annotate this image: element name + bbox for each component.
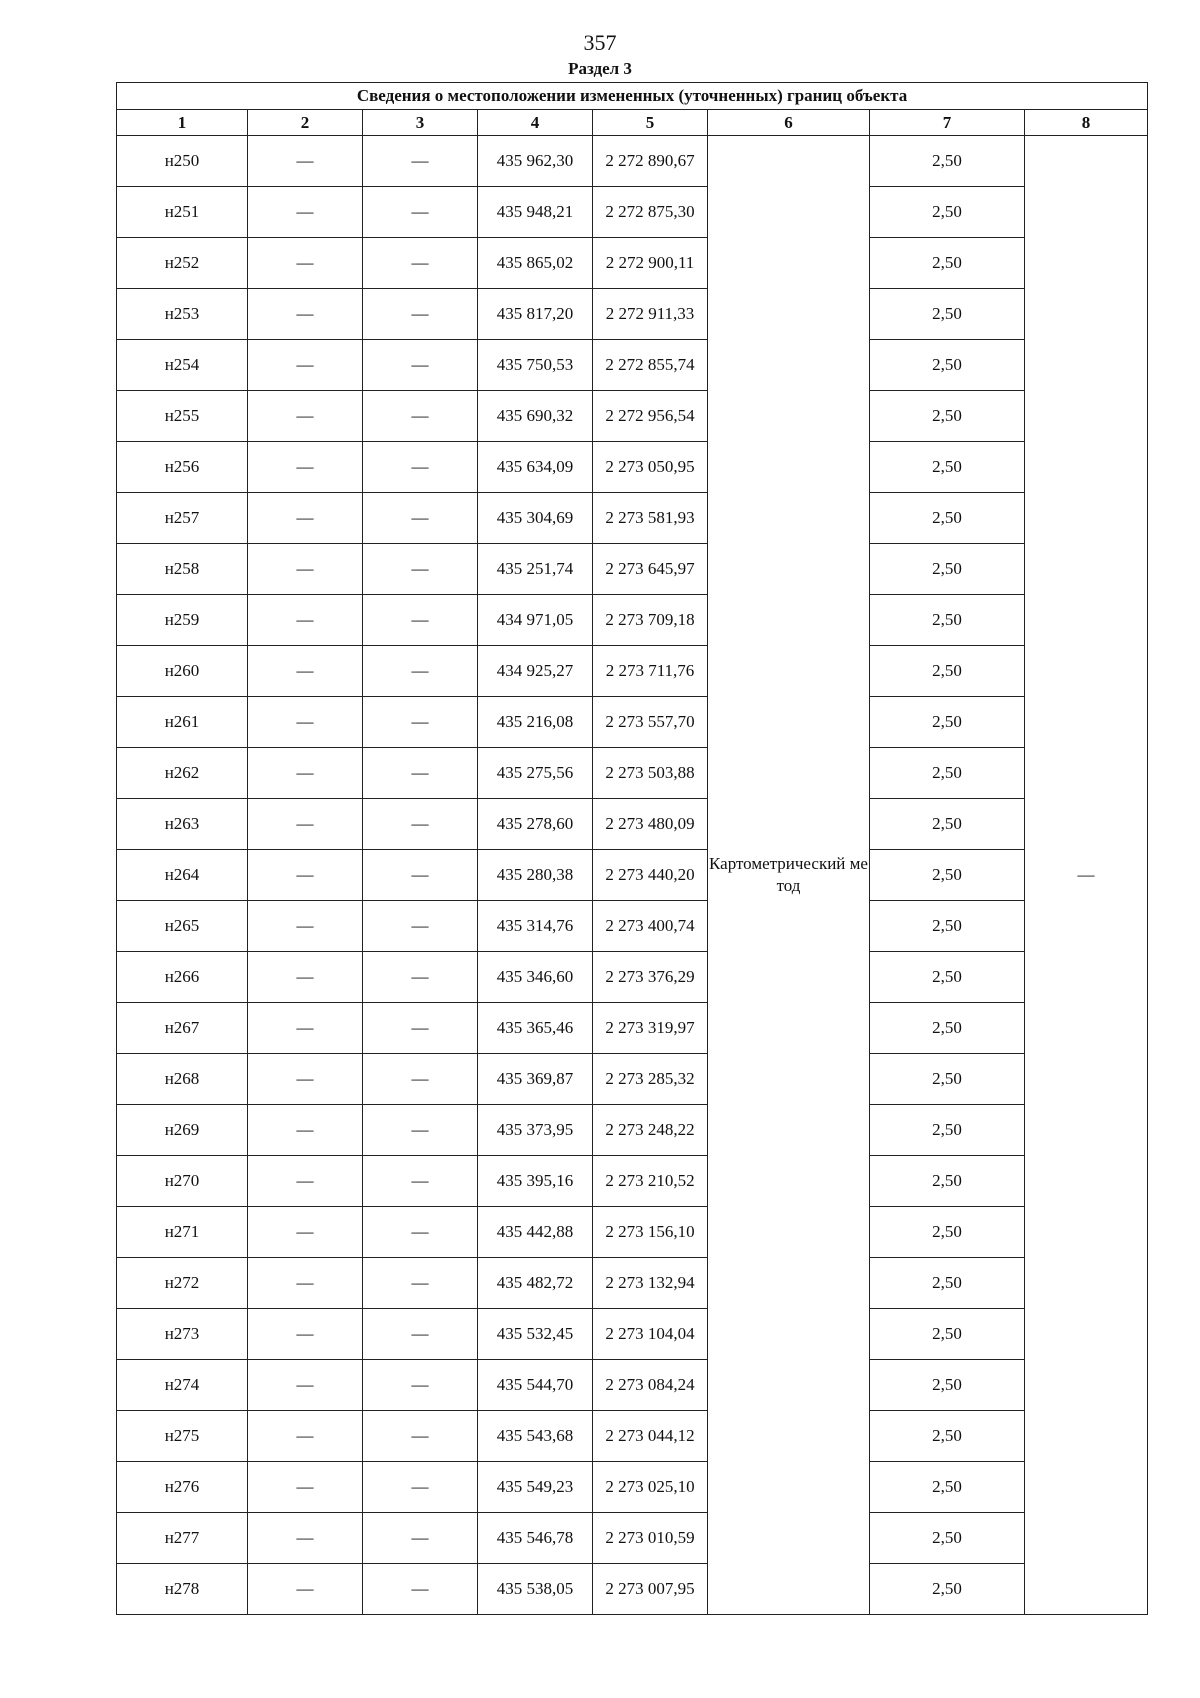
x-coordinate-cell: 435 962,30 <box>478 136 593 187</box>
y-coordinate-cell: 2 273 025,10 <box>593 1462 708 1513</box>
y-coordinate-cell: 2 272 855,74 <box>593 340 708 391</box>
accuracy-cell: 2,50 <box>870 493 1025 544</box>
column-2-cell: — <box>248 1411 363 1462</box>
y-coordinate-cell: 2 272 956,54 <box>593 391 708 442</box>
column-3-cell: — <box>363 1564 478 1615</box>
y-coordinate-cell: 2 272 900,11 <box>593 238 708 289</box>
y-coordinate-cell: 2 272 890,67 <box>593 136 708 187</box>
table-row <box>117 901 1148 952</box>
accuracy-cell: 2,50 <box>870 391 1025 442</box>
accuracy-cell: 2,50 <box>870 1360 1025 1411</box>
column-2-cell: — <box>248 646 363 697</box>
point-name-cell: н256 <box>117 442 248 493</box>
point-name-cell: н257 <box>117 493 248 544</box>
y-coordinate-cell: 2 273 503,88 <box>593 748 708 799</box>
column-3-cell: — <box>363 238 478 289</box>
x-coordinate-cell: 435 538,05 <box>478 1564 593 1615</box>
column-2-cell: — <box>248 1360 363 1411</box>
column-3-cell: — <box>363 1360 478 1411</box>
table-body <box>117 136 1148 1615</box>
column-3-cell: — <box>363 1513 478 1564</box>
x-coordinate-cell: 435 482,72 <box>478 1258 593 1309</box>
accuracy-cell: 2,50 <box>870 850 1025 901</box>
column-8-cell: — <box>1025 136 1148 1615</box>
y-coordinate-cell: 2 273 044,12 <box>593 1411 708 1462</box>
column-2-cell: — <box>248 136 363 187</box>
column-2-cell: — <box>248 1258 363 1309</box>
x-coordinate-cell: 435 948,21 <box>478 187 593 238</box>
point-name-cell: н254 <box>117 340 248 391</box>
accuracy-cell: 2,50 <box>870 1411 1025 1462</box>
x-coordinate-cell: 435 544,70 <box>478 1360 593 1411</box>
y-coordinate-cell: 2 273 645,97 <box>593 544 708 595</box>
point-name-cell: н259 <box>117 595 248 646</box>
x-coordinate-cell: 434 971,05 <box>478 595 593 646</box>
column-number: 8 <box>1025 110 1148 136</box>
y-coordinate-cell: 2 273 376,29 <box>593 952 708 1003</box>
accuracy-cell: 2,50 <box>870 697 1025 748</box>
y-coordinate-cell: 2 273 711,76 <box>593 646 708 697</box>
column-2-cell: — <box>248 901 363 952</box>
table-row <box>117 646 1148 697</box>
point-name-cell: н253 <box>117 289 248 340</box>
accuracy-cell: 2,50 <box>870 340 1025 391</box>
column-2-cell: — <box>248 391 363 442</box>
y-coordinate-cell: 2 273 248,22 <box>593 1105 708 1156</box>
method-cell: Картометрический метод <box>708 136 870 1615</box>
y-coordinate-cell: 2 273 480,09 <box>593 799 708 850</box>
y-coordinate-cell: 2 273 104,04 <box>593 1309 708 1360</box>
point-name-cell: н252 <box>117 238 248 289</box>
point-name-cell: н260 <box>117 646 248 697</box>
column-2-cell: — <box>248 1462 363 1513</box>
column-2-cell: — <box>248 238 363 289</box>
column-2-cell: — <box>248 748 363 799</box>
y-coordinate-cell: 2 273 210,52 <box>593 1156 708 1207</box>
x-coordinate-cell: 435 280,38 <box>478 850 593 901</box>
point-name-cell: н255 <box>117 391 248 442</box>
column-2-cell: — <box>248 1105 363 1156</box>
x-coordinate-cell: 435 251,74 <box>478 544 593 595</box>
table-row <box>117 697 1148 748</box>
point-name-cell: н265 <box>117 901 248 952</box>
x-coordinate-cell: 435 690,32 <box>478 391 593 442</box>
x-coordinate-cell: 435 750,53 <box>478 340 593 391</box>
column-3-cell: — <box>363 1054 478 1105</box>
y-coordinate-cell: 2 273 010,59 <box>593 1513 708 1564</box>
column-number: 2 <box>248 110 363 136</box>
column-number: 3 <box>363 110 478 136</box>
x-coordinate-cell: 435 634,09 <box>478 442 593 493</box>
point-name-cell: н261 <box>117 697 248 748</box>
accuracy-cell: 2,50 <box>870 187 1025 238</box>
x-coordinate-cell: 435 817,20 <box>478 289 593 340</box>
column-3-cell: — <box>363 952 478 1003</box>
accuracy-cell: 2,50 <box>870 646 1025 697</box>
x-coordinate-cell: 435 275,56 <box>478 748 593 799</box>
x-coordinate-cell: 435 346,60 <box>478 952 593 1003</box>
table-row <box>117 1411 1148 1462</box>
x-coordinate-cell: 435 216,08 <box>478 697 593 748</box>
y-coordinate-cell: 2 273 400,74 <box>593 901 708 952</box>
column-2-cell: — <box>248 493 363 544</box>
x-coordinate-cell: 435 373,95 <box>478 1105 593 1156</box>
caption-row <box>117 83 1148 110</box>
table-row <box>117 1054 1148 1105</box>
table-caption: Сведения о местоположении измененных (уточненных) границ объекта <box>117 83 1148 110</box>
y-coordinate-cell: 2 273 581,93 <box>593 493 708 544</box>
table-row <box>117 1258 1148 1309</box>
column-3-cell: — <box>363 1309 478 1360</box>
accuracy-cell: 2,50 <box>870 1054 1025 1105</box>
table-row <box>117 1156 1148 1207</box>
x-coordinate-cell: 435 865,02 <box>478 238 593 289</box>
column-2-cell: — <box>248 1156 363 1207</box>
column-3-cell: — <box>363 901 478 952</box>
x-coordinate-cell: 435 442,88 <box>478 1207 593 1258</box>
table-row <box>117 340 1148 391</box>
point-name-cell: н258 <box>117 544 248 595</box>
point-name-cell: н272 <box>117 1258 248 1309</box>
table-row <box>117 595 1148 646</box>
x-coordinate-cell: 435 549,23 <box>478 1462 593 1513</box>
table-row <box>117 187 1148 238</box>
point-name-cell: н275 <box>117 1411 248 1462</box>
column-3-cell: — <box>363 1207 478 1258</box>
column-number: 6 <box>708 110 870 136</box>
accuracy-cell: 2,50 <box>870 238 1025 289</box>
point-name-cell: н262 <box>117 748 248 799</box>
accuracy-cell: 2,50 <box>870 595 1025 646</box>
column-3-cell: — <box>363 1258 478 1309</box>
table-row <box>117 1003 1148 1054</box>
accuracy-cell: 2,50 <box>870 442 1025 493</box>
column-2-cell: — <box>248 799 363 850</box>
point-name-cell: н276 <box>117 1462 248 1513</box>
table-row <box>117 136 1148 187</box>
table-row <box>117 289 1148 340</box>
column-2-cell: — <box>248 442 363 493</box>
column-3-cell: — <box>363 748 478 799</box>
column-number-row <box>117 110 1148 136</box>
x-coordinate-cell: 435 365,46 <box>478 1003 593 1054</box>
column-3-cell: — <box>363 1411 478 1462</box>
y-coordinate-cell: 2 273 132,94 <box>593 1258 708 1309</box>
column-3-cell: — <box>363 1462 478 1513</box>
y-coordinate-cell: 2 272 911,33 <box>593 289 708 340</box>
accuracy-cell: 2,50 <box>870 289 1025 340</box>
column-3-cell: — <box>363 1105 478 1156</box>
column-3-cell: — <box>363 1156 478 1207</box>
column-2-cell: — <box>248 289 363 340</box>
column-number: 1 <box>117 110 248 136</box>
column-3-cell: — <box>363 697 478 748</box>
point-name-cell: н268 <box>117 1054 248 1105</box>
column-2-cell: — <box>248 544 363 595</box>
x-coordinate-cell: 435 369,87 <box>478 1054 593 1105</box>
column-2-cell: — <box>248 1309 363 1360</box>
accuracy-cell: 2,50 <box>870 1156 1025 1207</box>
y-coordinate-cell: 2 273 557,70 <box>593 697 708 748</box>
column-2-cell: — <box>248 697 363 748</box>
column-3-cell: — <box>363 136 478 187</box>
column-3-cell: — <box>363 1003 478 1054</box>
table-row <box>117 391 1148 442</box>
table-row <box>117 799 1148 850</box>
point-name-cell: н271 <box>117 1207 248 1258</box>
page-number: 357 <box>583 30 617 55</box>
accuracy-cell: 2,50 <box>870 799 1025 850</box>
point-name-cell: н278 <box>117 1564 248 1615</box>
column-3-cell: — <box>363 646 478 697</box>
column-2-cell: — <box>248 1207 363 1258</box>
column-3-cell: — <box>363 391 478 442</box>
y-coordinate-cell: 2 273 709,18 <box>593 595 708 646</box>
x-coordinate-cell: 435 304,69 <box>478 493 593 544</box>
point-name-cell: н267 <box>117 1003 248 1054</box>
column-number: 7 <box>870 110 1025 136</box>
accuracy-cell: 2,50 <box>870 1564 1025 1615</box>
accuracy-cell: 2,50 <box>870 1207 1025 1258</box>
column-3-cell: — <box>363 187 478 238</box>
accuracy-cell: 2,50 <box>870 136 1025 187</box>
y-coordinate-cell: 2 273 319,97 <box>593 1003 708 1054</box>
point-name-cell: н270 <box>117 1156 248 1207</box>
column-2-cell: — <box>248 340 363 391</box>
point-name-cell: н277 <box>117 1513 248 1564</box>
table-row <box>117 1462 1148 1513</box>
column-3-cell: — <box>363 289 478 340</box>
column-3-cell: — <box>363 442 478 493</box>
table-row <box>117 1513 1148 1564</box>
table-row <box>117 1564 1148 1615</box>
x-coordinate-cell: 434 925,27 <box>478 646 593 697</box>
x-coordinate-cell: 435 532,45 <box>478 1309 593 1360</box>
y-coordinate-cell: 2 273 440,20 <box>593 850 708 901</box>
accuracy-cell: 2,50 <box>870 901 1025 952</box>
table-row <box>117 544 1148 595</box>
point-name-cell: н266 <box>117 952 248 1003</box>
column-2-cell: — <box>248 1513 363 1564</box>
point-name-cell: н273 <box>117 1309 248 1360</box>
column-3-cell: — <box>363 850 478 901</box>
column-2-cell: — <box>248 1564 363 1615</box>
x-coordinate-cell: 435 543,68 <box>478 1411 593 1462</box>
section-title: Раздел 3 <box>568 59 632 78</box>
y-coordinate-cell: 2 273 007,95 <box>593 1564 708 1615</box>
accuracy-cell: 2,50 <box>870 1462 1025 1513</box>
y-coordinate-cell: 2 272 875,30 <box>593 187 708 238</box>
x-coordinate-cell: 435 546,78 <box>478 1513 593 1564</box>
x-coordinate-cell: 435 278,60 <box>478 799 593 850</box>
column-2-cell: — <box>248 187 363 238</box>
point-name-cell: н263 <box>117 799 248 850</box>
table-row <box>117 1360 1148 1411</box>
table-row <box>117 238 1148 289</box>
accuracy-cell: 2,50 <box>870 1309 1025 1360</box>
table-row <box>117 493 1148 544</box>
x-coordinate-cell: 435 395,16 <box>478 1156 593 1207</box>
point-name-cell: н250 <box>117 136 248 187</box>
column-2-cell: — <box>248 850 363 901</box>
column-number: 4 <box>478 110 593 136</box>
accuracy-cell: 2,50 <box>870 544 1025 595</box>
accuracy-cell: 2,50 <box>870 1003 1025 1054</box>
column-2-cell: — <box>248 1003 363 1054</box>
column-number: 5 <box>593 110 708 136</box>
table-row <box>117 1105 1148 1156</box>
column-3-cell: — <box>363 340 478 391</box>
y-coordinate-cell: 2 273 084,24 <box>593 1360 708 1411</box>
column-3-cell: — <box>363 799 478 850</box>
table-row <box>117 748 1148 799</box>
column-3-cell: — <box>363 493 478 544</box>
accuracy-cell: 2,50 <box>870 1513 1025 1564</box>
accuracy-cell: 2,50 <box>870 1105 1025 1156</box>
point-name-cell: н264 <box>117 850 248 901</box>
column-2-cell: — <box>248 595 363 646</box>
column-2-cell: — <box>248 1054 363 1105</box>
x-coordinate-cell: 435 314,76 <box>478 901 593 952</box>
accuracy-cell: 2,50 <box>870 1258 1025 1309</box>
table-row <box>117 1309 1148 1360</box>
point-name-cell: н274 <box>117 1360 248 1411</box>
y-coordinate-cell: 2 273 156,10 <box>593 1207 708 1258</box>
boundary-table <box>116 82 1148 1615</box>
column-3-cell: — <box>363 595 478 646</box>
table-row <box>117 952 1148 1003</box>
y-coordinate-cell: 2 273 050,95 <box>593 442 708 493</box>
accuracy-cell: 2,50 <box>870 748 1025 799</box>
y-coordinate-cell: 2 273 285,32 <box>593 1054 708 1105</box>
point-name-cell: н251 <box>117 187 248 238</box>
table-row <box>117 1207 1148 1258</box>
column-2-cell: — <box>248 952 363 1003</box>
point-name-cell: н269 <box>117 1105 248 1156</box>
accuracy-cell: 2,50 <box>870 952 1025 1003</box>
column-3-cell: — <box>363 544 478 595</box>
table-row <box>117 442 1148 493</box>
table-row <box>117 850 1148 901</box>
